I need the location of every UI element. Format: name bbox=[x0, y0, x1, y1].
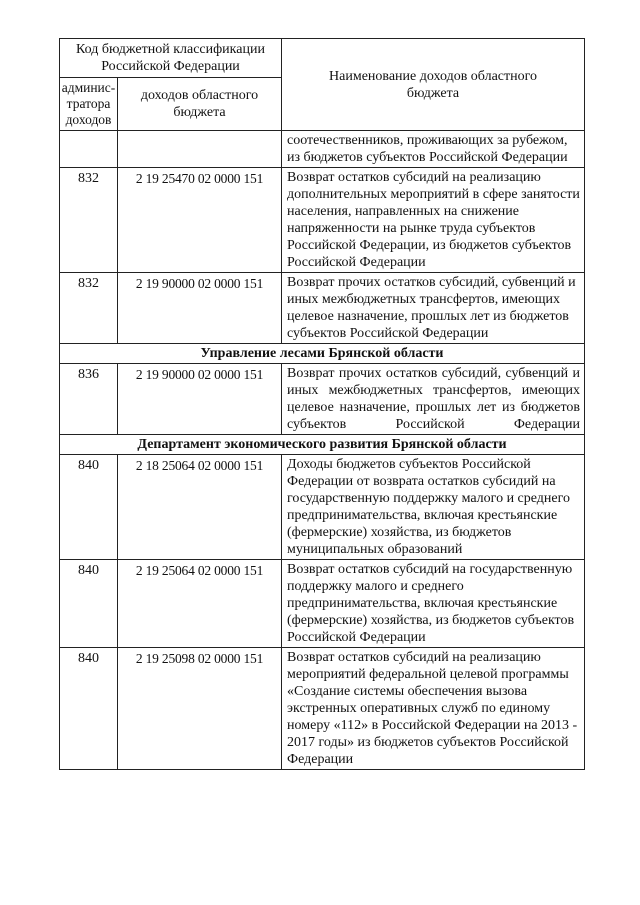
header-group-title: Код бюджетной классификации Российской Федерации bbox=[60, 39, 282, 78]
cell-admin: 832 bbox=[60, 273, 118, 344]
section-row bbox=[60, 435, 585, 455]
cell-code: 2 18 25064 02 0000 151 bbox=[118, 455, 282, 560]
table-row bbox=[60, 560, 585, 648]
table-header-row bbox=[60, 39, 585, 78]
section-row bbox=[60, 344, 585, 364]
cell-admin: 840 bbox=[60, 648, 118, 770]
cell-name: соотечественников, проживающих за рубежом, из бюджетов субъектов Российской Федерации bbox=[282, 131, 585, 168]
cell-code: 2 19 90000 02 0000 151 bbox=[118, 273, 282, 344]
header-col-admin: админис-тратора доходов bbox=[60, 78, 118, 131]
cell-name: Возврат прочих остатков субсидий, субвенций и иных межбюджетных трансфертов, имеющих целевое назначение, прошлых лет из бюджетов субъектов Российской Федерации bbox=[282, 364, 585, 435]
table-row bbox=[60, 364, 585, 435]
table-row bbox=[60, 455, 585, 560]
table-row bbox=[60, 648, 585, 770]
section-title-economic-development: Департамент экономического развития Брянской области bbox=[60, 435, 585, 455]
cell-code bbox=[118, 131, 282, 168]
cell-admin: 840 bbox=[60, 455, 118, 560]
section-title-forestry: Управление лесами Брянской области bbox=[60, 344, 585, 364]
cell-code: 2 19 25470 02 0000 151 bbox=[118, 168, 282, 273]
budget-classification-page bbox=[59, 38, 585, 770]
cell-name: Возврат остатков субсидий на реализацию дополнительных мероприятий в сфере занятости населения, направленных на снижение напряженности на рынке труда субъектов Российской Федерации, из бюджетов субъектов Российской Федерации bbox=[282, 168, 585, 273]
cell-code: 2 19 90000 02 0000 151 bbox=[118, 364, 282, 435]
cell-admin: 832 bbox=[60, 168, 118, 273]
cell-name: Возврат остатков субсидий на реализацию мероприятий федеральной целевой программы «Создание системы обеспечения вызова экстренных оперативных служб по единому номеру «112» в Российской Федерации на 2013 - 2017 годы» из бюджетов субъектов Российской Федерации bbox=[282, 648, 585, 770]
budget-classification-table bbox=[59, 38, 585, 770]
cell-name: Возврат остатков субсидий на государственную поддержку малого и среднего предпринимательства, включая крестьянские (фермерские) хозяйства, из бюджетов субъектов Российской Федерации bbox=[282, 560, 585, 648]
cell-admin: 836 bbox=[60, 364, 118, 435]
table-row bbox=[60, 168, 585, 273]
table-row-continuation bbox=[60, 131, 585, 168]
cell-admin: 840 bbox=[60, 560, 118, 648]
cell-code: 2 19 25098 02 0000 151 bbox=[118, 648, 282, 770]
cell-name: Доходы бюджетов субъектов Российской Федерации от возврата остатков субсидий на государственную поддержку малого и среднего предпринимательства, включая крестьянские (фермерские) хозяйства, из бюджетов муниципальных образований bbox=[282, 455, 585, 560]
cell-admin bbox=[60, 131, 118, 168]
header-col-name: Наименование доходов областного бюджета bbox=[282, 39, 585, 131]
cell-code: 2 19 25064 02 0000 151 bbox=[118, 560, 282, 648]
header-col-income: доходов областного бюджета bbox=[118, 78, 282, 131]
table-row bbox=[60, 273, 585, 344]
cell-name: Возврат прочих остатков субсидий, субвенций и иных межбюджетных трансфертов, имеющих целевое назначение, прошлых лет из бюджетов субъектов Российской Федерации bbox=[282, 273, 585, 344]
